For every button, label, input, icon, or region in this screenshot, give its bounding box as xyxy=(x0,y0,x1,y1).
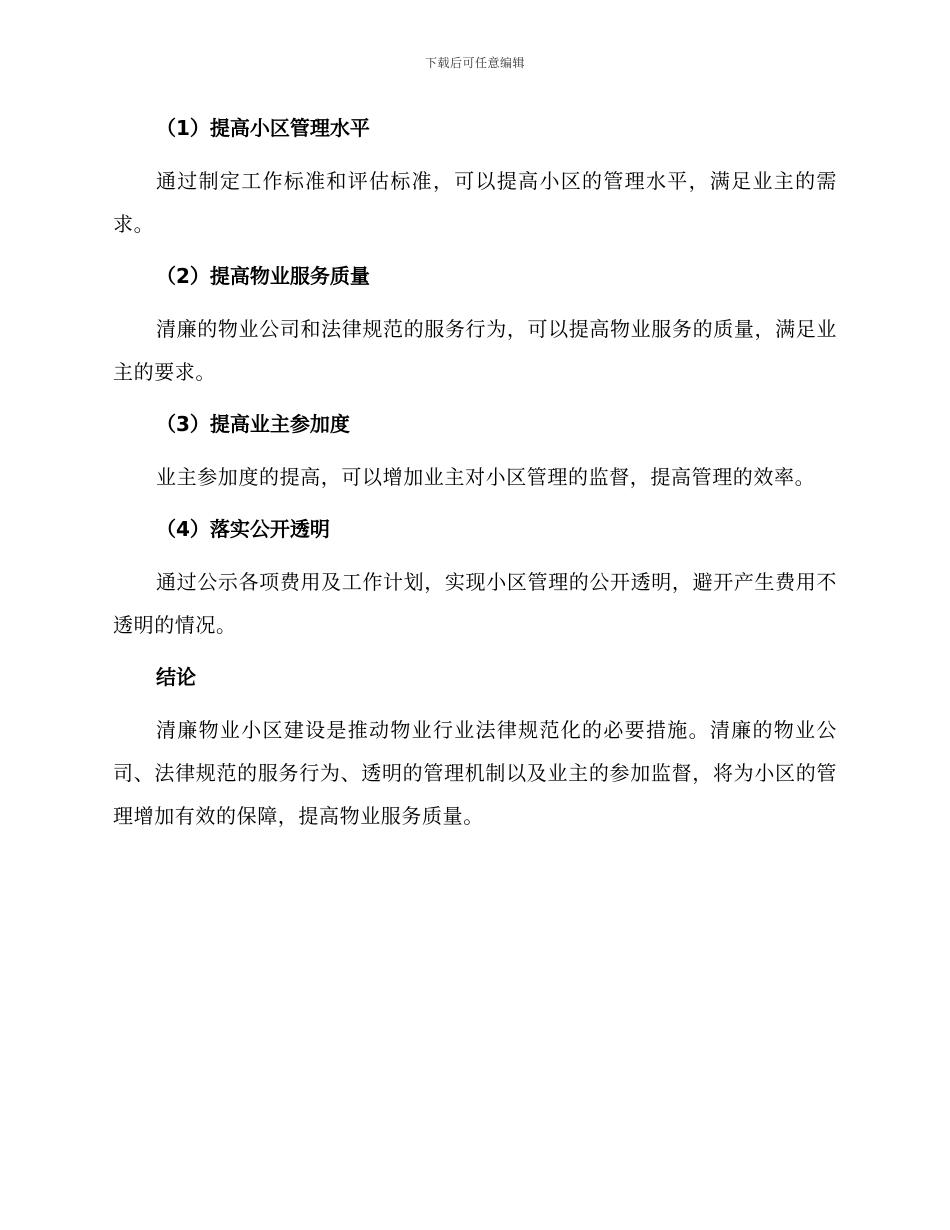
section-heading-1: （1）提高小区管理水平 xyxy=(156,116,370,140)
section-heading-3: （3）提高业主参加度 xyxy=(156,412,350,436)
header-note: 下载后可任意编辑 xyxy=(424,56,525,70)
document-body xyxy=(113,108,837,848)
section-heading-4: （4）落实公开透明 xyxy=(156,517,330,541)
section-paragraph-3: 业主参加度的提高，可以增加业主对小区管理的监督，提高管理的效率。 xyxy=(156,465,816,489)
section-paragraph-1: 通过制定工作标准和评估标准，可以提高小区的管理水平，满足业主的需求。 xyxy=(113,169,837,236)
conclusion-paragraph: 清廉物业小区建设是推动物业行业法律规范化的必要措施。清廉的物业公司、法律规范的服务行为、透明的管理机制以及业主的参加监督，将为小区的管理增加有效的保障，提高物业服务质量。 xyxy=(113,718,837,828)
section-heading-2: （2）提高物业服务质量 xyxy=(156,264,370,288)
section-paragraph-4: 通过公示各项费用及工作计划，实现小区管理的公开透明，避开产生费用不透明的情况。 xyxy=(113,570,837,637)
section-paragraph-2: 清廉的物业公司和法律规范的服务行为，可以提高物业服务的质量，满足业主的要求。 xyxy=(113,317,837,384)
conclusion-heading: 结论 xyxy=(156,665,196,689)
